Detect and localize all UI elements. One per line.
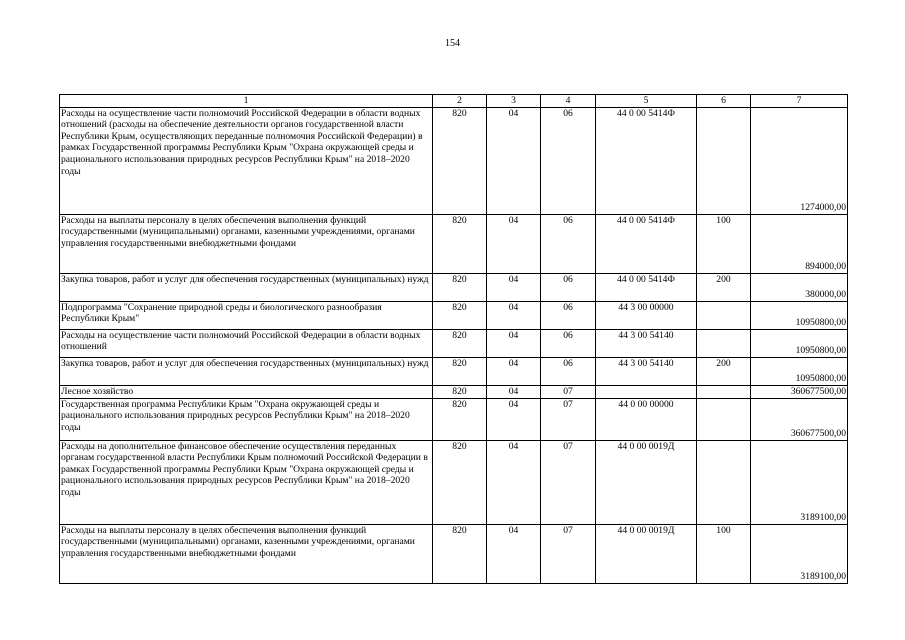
target-article-code-cell: 44 0 00 5414Ф [596, 273, 697, 301]
table-header-row [60, 95, 848, 108]
table-row [60, 357, 848, 385]
page-number: 154 [445, 38, 460, 49]
expense-type-code-cell [697, 329, 751, 357]
table-row [60, 301, 848, 329]
column-header: 2 [433, 95, 487, 108]
section-code-cell: 04 [487, 329, 541, 357]
subsection-code-cell: 06 [541, 301, 596, 329]
subsection-code-cell: 06 [541, 273, 596, 301]
expense-type-code-cell: 100 [697, 524, 751, 583]
target-article-code-cell: 44 0 00 0019Д [596, 524, 697, 583]
target-article-code-cell: 44 3 00 54140 [596, 357, 697, 385]
amount-cell: 10950800,00 [751, 357, 848, 385]
amount-cell: 360677500,00 [751, 385, 848, 398]
target-article-code-cell: 44 0 00 0019Д [596, 440, 697, 524]
expense-type-code-cell: 200 [697, 273, 751, 301]
expense-type-code-cell [697, 385, 751, 398]
table-row [60, 214, 848, 273]
ministry-code-cell: 820 [433, 440, 487, 524]
row-name-cell: Подпрограмма "Сохранение природной среды и биологического разнообразия Республики Крым" [60, 301, 433, 329]
column-header: 3 [487, 95, 541, 108]
section-code-cell: 04 [487, 273, 541, 301]
section-code-cell: 04 [487, 301, 541, 329]
amount-cell: 894000,00 [751, 214, 848, 273]
target-article-code-cell [596, 385, 697, 398]
section-code-cell: 04 [487, 398, 541, 440]
ministry-code-cell: 820 [433, 301, 487, 329]
row-name-cell: Государственная программа Республики Крым "Охрана окружающей среды и рационального использования природных ресурсов Республики Крым" на 2018–2020 годы [60, 398, 433, 440]
section-code-cell: 04 [487, 524, 541, 583]
table-row [60, 440, 848, 524]
amount-cell: 3189100,00 [751, 524, 848, 583]
table-row [60, 329, 848, 357]
ministry-code-cell: 820 [433, 524, 487, 583]
amount-cell: 10950800,00 [751, 301, 848, 329]
expense-type-code-cell [697, 398, 751, 440]
subsection-code-cell: 06 [541, 357, 596, 385]
subsection-code-cell: 06 [541, 214, 596, 273]
row-name-cell: Закупка товаров, работ и услуг для обеспечения государственных (муниципальных) нужд [60, 273, 433, 301]
target-article-code-cell: 44 0 00 5414Ф [596, 107, 697, 214]
ministry-code-cell: 820 [433, 398, 487, 440]
row-name-cell: Расходы на выплаты персоналу в целях обеспечения выполнения функций государственными (муниципальными) органами, казенными учреждениями, органами управления государственными внебюджетными фондами [60, 214, 433, 273]
target-article-code-cell: 44 3 00 54140 [596, 329, 697, 357]
ministry-code-cell: 820 [433, 385, 487, 398]
row-name-cell: Расходы на осуществление части полномочий Российской Федерации в области водных отношений [60, 329, 433, 357]
expense-type-code-cell: 200 [697, 357, 751, 385]
table-row [60, 398, 848, 440]
amount-cell: 1274000,00 [751, 107, 848, 214]
section-code-cell: 04 [487, 107, 541, 214]
subsection-code-cell: 07 [541, 385, 596, 398]
column-header: 7 [751, 95, 848, 108]
row-name-cell: Закупка товаров, работ и услуг для обеспечения государственных (муниципальных) нужд [60, 357, 433, 385]
ministry-code-cell: 820 [433, 329, 487, 357]
amount-cell: 10950800,00 [751, 329, 848, 357]
column-header: 4 [541, 95, 596, 108]
column-header: 6 [697, 95, 751, 108]
column-header: 1 [60, 95, 433, 108]
expense-type-code-cell [697, 301, 751, 329]
target-article-code-cell: 44 0 00 00000 [596, 398, 697, 440]
section-code-cell: 04 [487, 357, 541, 385]
subsection-code-cell: 06 [541, 107, 596, 214]
amount-cell: 360677500,00 [751, 398, 848, 440]
target-article-code-cell: 44 0 00 5414Ф [596, 214, 697, 273]
row-name-cell: Расходы на осуществление части полномочий Российской Федерации в области водных отношений (расходы на обеспечение деятельности органов государственной власти Республики Крым, осуществляющих переданные полномочия Российской Федерации) в рамках Государственной программы Республики Крым "Охрана окружающей среды и рационального использования природных ресурсов Республики Крым" на 2018–2020 годы [60, 107, 433, 214]
ministry-code-cell: 820 [433, 357, 487, 385]
subsection-code-cell: 07 [541, 398, 596, 440]
row-name-cell: Расходы на дополнительное финансовое обеспечение осуществления переданных органам государственной власти Республики Крым полномочий Российской Федерации в рамках Государственной программы Республики Крым "Охрана окружающей среды и рационального использования природных ресурсов Республики Крым" на 2018–2020 годы [60, 440, 433, 524]
subsection-code-cell: 06 [541, 329, 596, 357]
ministry-code-cell: 820 [433, 273, 487, 301]
table-row [60, 524, 848, 583]
subsection-code-cell: 07 [541, 440, 596, 524]
expense-type-code-cell: 100 [697, 214, 751, 273]
row-name-cell: Расходы на выплаты персоналу в целях обеспечения выполнения функций государственными (муниципальными) органами, казенными учреждениями, органами управления государственными внебюджетными фондами [60, 524, 433, 583]
budget-table [59, 94, 848, 584]
table-row [60, 273, 848, 301]
table-row [60, 385, 848, 398]
subsection-code-cell: 07 [541, 524, 596, 583]
column-header: 5 [596, 95, 697, 108]
target-article-code-cell: 44 3 00 00000 [596, 301, 697, 329]
table-row [60, 107, 848, 214]
amount-cell: 3189100,00 [751, 440, 848, 524]
ministry-code-cell: 820 [433, 214, 487, 273]
section-code-cell: 04 [487, 440, 541, 524]
section-code-cell: 04 [487, 214, 541, 273]
row-name-cell: Лесное хозяйство [60, 385, 433, 398]
expense-type-code-cell [697, 107, 751, 214]
ministry-code-cell: 820 [433, 107, 487, 214]
amount-cell: 380000,00 [751, 273, 848, 301]
expense-type-code-cell [697, 440, 751, 524]
section-code-cell: 04 [487, 385, 541, 398]
